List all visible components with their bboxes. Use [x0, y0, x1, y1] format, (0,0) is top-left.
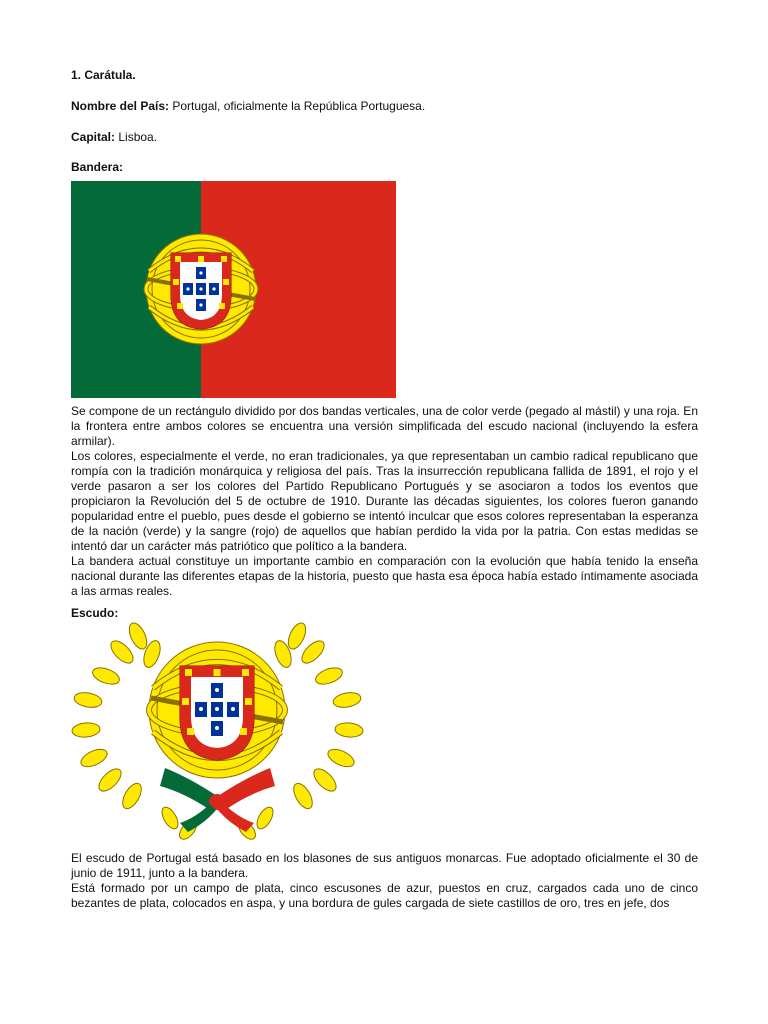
flag-paragraph: La bandera actual constituye un importante cambio en comparación con la evolución que había tenido la enseña nacional durante las diferentes etapas de la historia, puesto que hasta esa época había estado íntimamente asociada a las armas reales. — [71, 554, 698, 598]
capital-label: Capital: — [71, 130, 116, 144]
capital-line — [71, 130, 157, 145]
country-value: Portugal, oficialmente la República Portuguesa. — [169, 99, 426, 113]
flag-paragraph: Se compone de un rectángulo dividido por dos bandas verticales, una de color verde (pegado al mástil) y una roja. En la frontera entre ambos colores se encuentra una versión simplificada del escudo nacional (incluyendo la esfera armilar). — [71, 404, 698, 448]
country-line — [71, 99, 425, 114]
capital-value: Lisboa. — [115, 130, 158, 144]
coat-paragraph: El escudo de Portugal está basado en los blasones de sus antiguos monarcas. Fue adoptado oficialmente el 30 de junio de 1911, junto a la bandera. — [71, 851, 698, 880]
flag-section-title: Bandera: — [71, 160, 124, 174]
portugal-flag-image — [71, 181, 396, 398]
flag-description — [71, 404, 698, 599]
coat-paragraph: Está formado por un campo de plata, cinco escusones de azur, puestos en cruz, cargados cada uno de cinco bezantes de plata, colocados en aspa, y una bordura de gules cargada de siete castillos de oro, tres en jefe, dos — [71, 881, 698, 910]
portugal-coat-of-arms-image — [70, 618, 365, 840]
coat-description — [71, 851, 698, 911]
section-heading: 1. Carátula. — [71, 68, 136, 82]
shield-icon — [180, 666, 254, 760]
shield-icon — [171, 253, 231, 329]
country-label: Nombre del País: — [71, 99, 170, 113]
flag-paragraph: Los colores, especialmente el verde, no eran tradicionales, ya que representaban un cambio radical republicano que rompía con la tradición monárquica y religiosa del país. Tras la insurrección republicana fallida de 1891, el rojo y el verde pasaron a ser los colores del Partido Republicano Portugués y se asociaron a todos los eventos que propiciaron la Revolución del 5 de octubre de 1910. Durante las décadas siguientes, los colores fueron ganando popularidad entre el pueblo, pues desde el gobierno se intentó inculcar que esos colores representaban la esperanza de la nación (verde) y la sangre (rojo) de aquellos que habían perdido la vida por la patria. Con estas medidas se intentó dar un carácter más patriótico que político a la bandera. — [71, 449, 698, 553]
coat-section-title: Escudo: — [71, 606, 119, 620]
